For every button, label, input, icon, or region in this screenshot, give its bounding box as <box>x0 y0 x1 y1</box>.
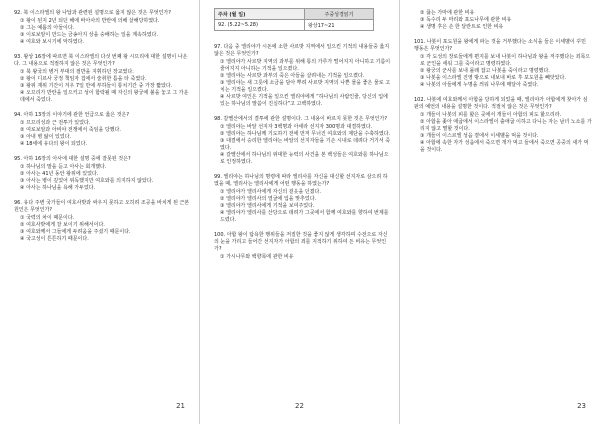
option: ① 엘리야가 엘리사에게 자신의 겉옷을 던졌다. <box>220 189 321 195</box>
question-stem: 92. 북 이스라엘의 왕 나답과 관련된 설명으로 옳지 않은 것은 무엇인가? <box>14 10 171 16</box>
option: ④ 아사는 하나님을 욕해 가두었다. <box>20 185 96 191</box>
question-stem: 98. 갈멜산에서의 결투에 관한 설명이다. 그 내용이 바르지 못한 것은 무엇인가? <box>214 116 387 122</box>
question <box>214 232 391 261</box>
option: ③ 여호와께서 그들에게 두려움을 주셨기 때문이다. <box>20 229 131 235</box>
option: ③ 아사는 병이 깊었어 위독했지만 여호와를 의지하지 않았다. <box>20 178 154 184</box>
page-22-content <box>214 44 391 263</box>
question <box>214 44 391 108</box>
page-number: 22 <box>295 402 304 410</box>
page-21 <box>0 0 200 424</box>
option: ④ 18세에 유다의 왕이 되었다. <box>20 141 88 147</box>
option: ④ 갈멜산에서 하나님의 위대한 능력의 사건을 본 백성들은 여호와를 하나님으로 인정하였다. <box>220 152 389 165</box>
question <box>214 174 391 224</box>
question <box>414 39 592 89</box>
question <box>14 156 191 192</box>
option: ④ 국고성이 튼튼하기 때문이다. <box>20 236 89 242</box>
option: ② 아합을 좇아 애굽에서 이스라엘이 출애굽 이하고 다니는 자는 남녀 노소를 가리지 않고 멸할 것이다. <box>420 119 592 132</box>
question-stem: 97. 다음 중 엘리야가 시돈에 소한 사르밧 지역에서 일으킨 기적의 내용들중 옳지 않은 것은 무엇인가? <box>214 44 390 57</box>
question-stem: 94. 아하 13장의 이야기에 관한 언급으로 옳은 것은? <box>14 112 130 118</box>
option: ④ 엘리야가 엘리사를 산당으로 데려가 그곳에서 함께 여호와를 향하여 번제를 드렸다. <box>220 210 389 223</box>
option: ③ 엘리야가 엘리사에게 기적을 보여주었다. <box>220 203 315 209</box>
option: ④ 여호와 보시기에 악하였다. <box>20 39 84 45</box>
option: ② 여로보암과 아비야 전쟁에서 죽임을 당했다. <box>20 127 121 133</box>
option: ② 여호사밧에게 잘 보이기 위해서이다. <box>20 222 105 228</box>
question <box>14 54 191 104</box>
option: ④ 나봇의 아들에게 누명을 씌워 나무에 매달아 죽였다. <box>420 82 539 88</box>
question-stem: 99. 엘리야는 하나님의 명령에 따라 엘리사를 자신을 대신할 선지자로 삼으려 하였을 때, 엘리사는 엘리사에게 어떤 행동을 하였는가? <box>214 174 388 187</box>
question <box>414 97 592 154</box>
page-number: 23 <box>577 402 586 410</box>
option: ① 북 왕국의 병거 부대의 절반을 지휘하던 장교였다. <box>20 69 134 75</box>
option: ① 엘리야는 바알 선지자 3백명과 아세라 선지자 300명과 대결하였다. <box>220 124 373 130</box>
week-label: 주차 (월 일) <box>215 9 305 20</box>
option: ① 국력의 차이 때문이다. <box>20 215 75 221</box>
question-stem: 95. 아하 16장의 아사에 대한 설명 중에 잘못된 것은? <box>14 156 131 162</box>
option: ④ 생명 후은 손 한 달란트로 인한 비유 <box>420 24 504 30</box>
page-22 <box>200 0 400 424</box>
option: ② 왕이 디르사 궁정 책임자 집에서 술취한 틈을 타 죽였다. <box>20 76 147 82</box>
question-stem: 101. 나봇이 포도원을 왕에게 파는 것을 거부했다는 소식을 들은 이세벨이 꾸민 행동은 무엇인가? <box>414 39 586 52</box>
question-stem: 93. 왕상 16장에 따르면 북 이스라엘의 다섯 번째 왕 시므리에 대한 설명이 나온다. 그 내용으로 적절하지 않은 것은 무엇인가? <box>14 54 188 67</box>
option: ④ 오므리가 반란을 일으키고 성이 함락될 때 자신의 왕궁에 불을 놓고 그 가운데에서 죽었다. <box>20 90 189 103</box>
option: ② 끓는 가마에 관한 비유 <box>420 10 475 16</box>
option: ② 왕궁의 군사를 보내 몰래 잡고 나봇을 죽이라고 명령했다. <box>420 68 550 74</box>
option: ③ 왕위 재위 기간이 겨우 7일 만에 부하들이 통치기간 중 가장 짧았다. <box>20 83 173 89</box>
question-stem: 100. 아합 왕이 탐욕한 행위들을 저질한 것을 좋지 않게 생각하며 수전으로 자신의 눈을 가리고 들어간 선지자가 아합의 죄를 지적하기 위하여 든 비유는 무엇인가? <box>214 232 388 252</box>
reading-header <box>214 8 374 31</box>
option: ③ 이로보암이 만드는 금송아지 상을 숭배하는 일을 계속하였다. <box>20 32 158 38</box>
option: ③ 대결에서 승리한 엘리야는 바알의 선지자들을 기손 시내로 데려다 거기서 죽였다. <box>220 138 391 151</box>
option: ③ 아내 병 앓이 있었다. <box>20 134 72 140</box>
page-23-content <box>414 10 592 156</box>
question <box>414 10 592 31</box>
question <box>14 10 191 46</box>
option: ② 아사는 41년 동안 왕위에 있었다. <box>20 171 99 177</box>
option: ① 각 도성의 장로들에게 편지를 보내 나봇이 하나님과 왕을 저주했다는 죄목으로 군인을 세워 그를 죽이라고 명령하였다. <box>420 54 591 67</box>
option: ① 개들이 나봇의 피를 핥은 곳에서 개들이 아합의 피도 핥으리라. <box>420 112 562 118</box>
reading-ref-value: 왕상17~21 <box>304 20 373 31</box>
option: ③ 나봇을 이스라엘 진영 밖으로 내보내 바로 후 포도원을 빼앗았다. <box>420 75 566 81</box>
question-stem: 102. 나봇에 여호와께서 아합을 당하게 되었을 때, 엘리야가 아합에게 찾아가 심판의 예언의 내용을 설명한 것이다. 적절치 않은 것은 무엇인가? <box>414 97 588 110</box>
header-title: 주중성경읽기 <box>304 9 373 20</box>
option: ② 엘리야는 사르밧 과부의 죽은 아들을 살려내는 기적을 일으켰다. <box>220 73 365 79</box>
option: ③ 엘리야는 새 그릇에 소금을 담아 뿌려 사르밧 지역의 나쁜 물을 좋은 물로 고치는 기적을 일으켰다. <box>220 80 391 93</box>
option: ① 왕이 된지 2년 되던 해에 바아사의 반란에 의해 살해당하였다. <box>20 18 160 24</box>
option: ④ 아합에 속한 자가 성읍에서 죽으면 개가 먹고 들에서 죽으면 공중의 새가 먹을 것이다. <box>420 140 589 153</box>
option: ① 므므리성과 근 전투가 있었다. <box>20 120 91 126</box>
question <box>214 116 391 166</box>
option: ② 엘리야가 엘리사의 열굴에 입을 맞추었다. <box>220 196 317 202</box>
page-number: 21 <box>176 402 185 410</box>
option: ① 엘리야가 사르밧 지역의 과부를 위해 통의 가루가 떨어지지 아니하고 기름이 줄어지지 아니하는 기적을 일으켰다. <box>220 59 391 72</box>
page-23 <box>400 0 600 424</box>
question <box>14 200 191 243</box>
option: ① 가시나무와 백향목에 관한 비유 <box>220 254 294 260</box>
option: ③ 개들이 이스르엘 성읍 곁에서 이세벨을 먹을 것이다. <box>420 133 539 139</box>
option: ③ 독수리 두 마리와 포도나무에 관한 비유 <box>420 17 512 23</box>
reading-ref-label: 92. (5.22~5.28) <box>215 20 305 31</box>
question-stem: 96. 유다 주변 국가들이 여호사밧과 싸우지 못하고 오히려 조공을 바치게 된 근본 원인은 무엇인가? <box>14 200 190 213</box>
option: ② 그는 예롭의 아들이다. <box>20 25 75 31</box>
option: ② 엘리야는 하나님께 기도하기 전에 먼저 무너진 여호와의 제단을 수축하였다. <box>220 131 391 137</box>
page-21-content <box>14 10 191 245</box>
option: ④ 사르밧 여인은 기적을 일으킨 엘리야에게 “하나님의 사람인줄, 당신의 입에 있는 하나님의 말씀이 진실하다”고 고백하였다. <box>220 94 388 107</box>
option: ① 하나님의 말을 듣고 아사는 회개했다. <box>20 164 107 170</box>
question <box>14 112 191 148</box>
